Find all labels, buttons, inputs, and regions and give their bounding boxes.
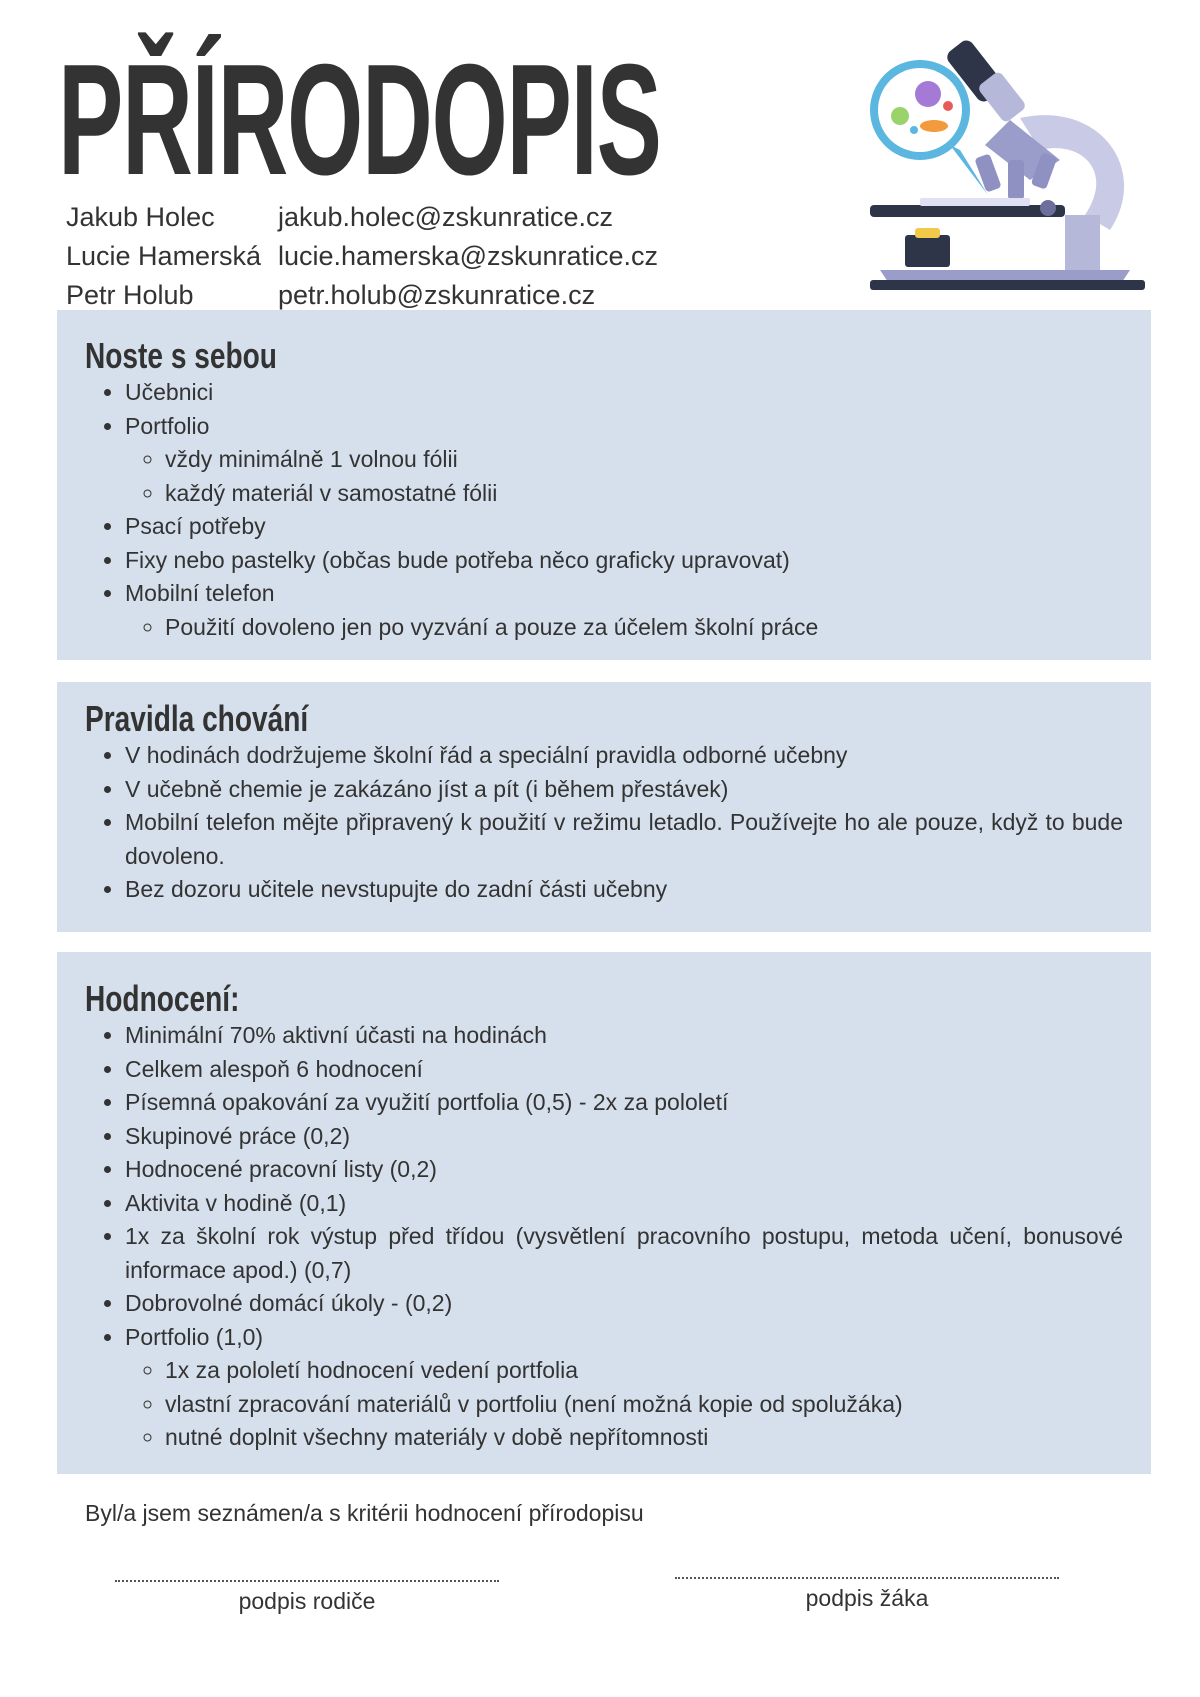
sub-list-item: ◦ 1x za pololetí hodnocení vedení portfolia [165, 1354, 1123, 1388]
list-item: • Skupinové práce (0,2) [125, 1120, 1123, 1154]
list-item: • Psací potřeby [125, 510, 1123, 544]
list-item-label: Portfolio (1,0) [125, 1323, 264, 1350]
list-item: • Učebnici [125, 376, 1123, 410]
sub-list-item: ◦ nutné doplnit všechny materiály v době nepřítomnosti [165, 1421, 1123, 1455]
sub-list [125, 611, 1123, 645]
section-heading: Noste s sebou [85, 335, 277, 376]
rules-list [85, 739, 1123, 907]
microscope-icon [860, 30, 1160, 310]
page-title: PŘÍRODOPIS [58, 32, 661, 208]
section-heading: Hodnocení: [85, 978, 240, 1019]
contact-row [66, 237, 658, 276]
contact-row [66, 198, 658, 237]
list-item [125, 1321, 1123, 1455]
sub-list [125, 443, 1123, 510]
list-item: • Celkem alespoň 6 hodnocení [125, 1053, 1123, 1087]
sub-list-item: ◦ vlastní zpracování materiálů v portfoliu (není možná kopie od spolužáka) [165, 1388, 1123, 1422]
list-item-label: Portfolio [125, 412, 210, 439]
list-item: • Bez dozoru učitele nevstupujte do zadní části učebny [125, 873, 1123, 907]
student-signature-field[interactable] [675, 1577, 1059, 1612]
list-item: • Hodnocené pracovní listy (0,2) [125, 1153, 1123, 1187]
list-item: • Mobilní telefon mějte připravený k použití v režimu letadlo. Používejte ho ale pouze, když to bude dovoleno. [125, 806, 1123, 873]
sub-list-item: ◦ každý materiál v samostatné fólii [165, 477, 1123, 511]
teacher-contacts [66, 198, 658, 315]
sub-list-item: ◦ vždy minimálně 1 volnou fólii [165, 443, 1123, 477]
grading-section [57, 952, 1151, 1474]
teacher-email: lucie.hamerska@zskunratice.cz [278, 241, 659, 271]
teacher-name: Lucie Hamerská [66, 241, 262, 271]
list-item-label: Mobilní telefon [125, 580, 275, 606]
list-item [125, 410, 1123, 511]
teacher-email: petr.holub@zskunratice.cz [278, 280, 596, 310]
teacher-name: Jakub Holec [66, 202, 215, 232]
list-item [125, 577, 1123, 644]
signature-line [115, 1580, 499, 1582]
sub-list-item: ◦ Použití dovoleno jen po vyzvání a pouze za účelem školní práce [165, 611, 1123, 645]
list-item: • Minimální 70% aktivní účasti na hodinách [125, 1019, 1123, 1053]
list-item: • Písemná opakování za využití portfolia (0,5) - 2x za pololetí [125, 1086, 1123, 1120]
signature-line [675, 1577, 1059, 1579]
list-item: • V učebně chemie je zakázáno jíst a pít (i během přestávek) [125, 773, 1123, 807]
rules-section [57, 682, 1151, 932]
teacher-email: jakub.holec@zskunratice.cz [278, 202, 614, 232]
teacher-name: Petr Holub [66, 280, 194, 310]
signature-label: podpis žáka [805, 1585, 929, 1611]
parent-signature-field[interactable] [115, 1580, 499, 1615]
sub-list [125, 1354, 1123, 1455]
signature-label: podpis rodiče [238, 1588, 376, 1614]
list-item: • Aktivita v hodině (0,1) [125, 1187, 1123, 1221]
list-item: • Fixy nebo pastelky (občas bude potřeba něco graficky upravovat) [125, 544, 1123, 578]
section-heading: Pravidla chování [85, 698, 309, 739]
bring-list [85, 376, 1123, 644]
bring-section [57, 310, 1151, 660]
grading-list [85, 1019, 1123, 1455]
list-item: • V hodinách dodržujeme školní řád a speciální pravidla odborné učebny [125, 739, 1123, 773]
list-item: • 1x za školní rok výstup před třídou (vysvětlení pracovního postupu, metoda učení, bonusové informace apod.) (0,7) [125, 1220, 1123, 1287]
acknowledgement-text: Byl/a jsem seznámen/a s kritérii hodnocení přírodopisu [85, 1500, 644, 1526]
list-item: • Dobrovolné domácí úkoly - (0,2) [125, 1287, 1123, 1321]
